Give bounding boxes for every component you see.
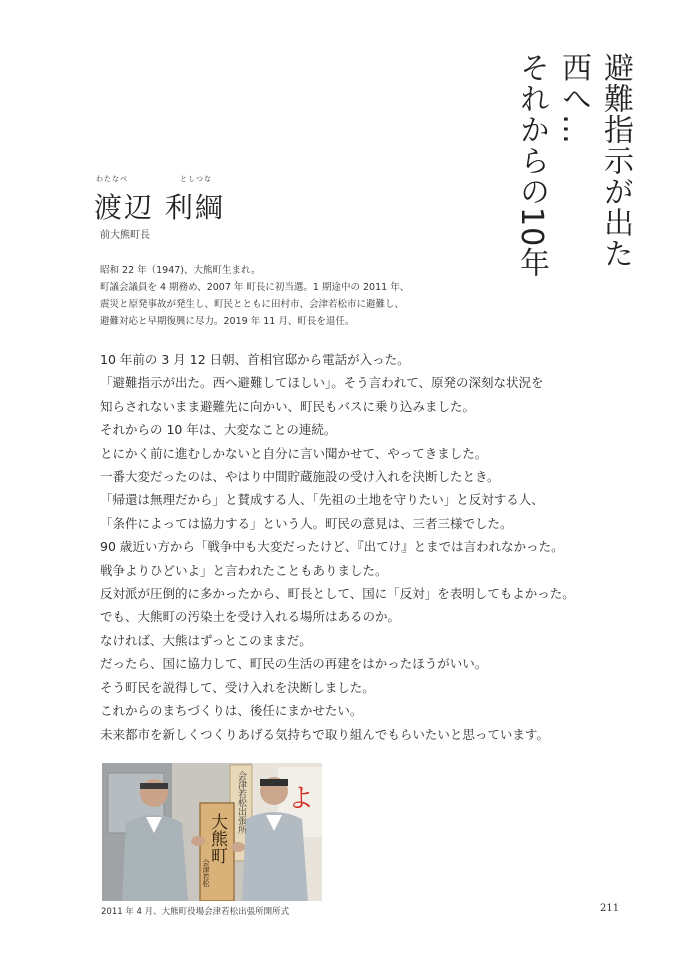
- body-line: 「帰還は無理だから」と賛成する人、「先祖の土地を守りたい」と反対する人、: [100, 492, 544, 508]
- body-line: でも、大熊町の汚染土を受け入れる場所はあるのか。: [100, 609, 401, 625]
- bg-sign-text: 会津若松出張所: [236, 771, 246, 834]
- wooden-sign-subtext: 会津若松: [202, 859, 210, 887]
- ruby-family: わたなべ: [96, 175, 128, 183]
- photo-caption: 2011 年 4 月、大熊町役場会津若松出張所開所式: [101, 907, 290, 917]
- body-line: そう町民を説得して、受け入れを決断しました。: [100, 679, 375, 695]
- page-number: 211: [600, 903, 620, 914]
- body-line: なければ、大熊はずっとこのままだ。: [100, 632, 312, 648]
- bio-line: 避難対応と早期復興に尽力。2019 年 11 月、町長を退任。: [100, 316, 355, 327]
- bio-line: 町議会議員を 4 期務め、2007 年 町長に初当選。1 期途中の 2011 年、: [100, 282, 410, 293]
- body-line: 「条件によっては協力する」という人。町民の意見は、三者三様でした。: [100, 515, 513, 531]
- ruby-given: としつな: [180, 175, 212, 183]
- title: [514, 52, 632, 278]
- body-line: だったら、国に協力して、町民の生活の再建をはかったほうがいい。: [100, 656, 488, 672]
- photo-illustration: [102, 763, 322, 901]
- body-line: それからの 10 年は、大変なことの連続。: [100, 422, 337, 438]
- bio-line: 昭和 22 年（1947)、大熊町生まれ。: [100, 265, 261, 276]
- photo-opening-ceremony: [102, 763, 322, 901]
- title-line-3: それからの10年: [514, 52, 549, 279]
- body-line: 未来都市を新しくつくりあげる気持ちで取り組んでもらいたいと思っています。: [100, 726, 549, 742]
- title-line-2: 西へ…: [556, 52, 591, 145]
- body-line: 戦争よりひどいよ」と言われたこともありました。: [100, 562, 388, 578]
- bio-line: 震災と原発事故が発生し、町民とともに田村市、会津若松市に避難し、: [100, 299, 405, 310]
- body-line: 「避難指示が出た。西へ避難してほしい」。そう言われて、原発の深刻な状況を: [100, 375, 544, 391]
- body-line: これからのまちづくりは、後任にまかせたい。: [100, 703, 363, 719]
- svg-text:よ: よ: [288, 784, 315, 814]
- body-line: 90 歳近い方から「戦争中も大変だったけど、『出てけ』とまでは言われなかった。: [100, 539, 564, 555]
- title-line-1: 避難指示が出た: [598, 52, 633, 269]
- body-line: 一番大変だったのは、やはり中間貯蔵施設の受け入れを決断したとき。: [100, 469, 500, 485]
- author-role: 前大熊町長: [100, 230, 150, 241]
- body-line: 反対派が圧倒的に多かったから、町長として、国に「反対」を表明してもよかった。: [100, 586, 575, 602]
- author-bio: [100, 262, 520, 330]
- body-line: 10 年前の 3 月 12 日朝、首相官邸から電話が入った。: [100, 352, 410, 367]
- body-text: [100, 348, 640, 746]
- body-line: 知らされないまま避難先に向かい、町民もバスに乗り込みました。: [100, 398, 476, 414]
- wooden-sign-text: 大熊町: [207, 813, 227, 864]
- body-line: とにかく前に進むしかないと自分に言い聞かせて、やってきました。: [100, 445, 488, 461]
- author-name: 渡辺 利綱: [94, 191, 225, 224]
